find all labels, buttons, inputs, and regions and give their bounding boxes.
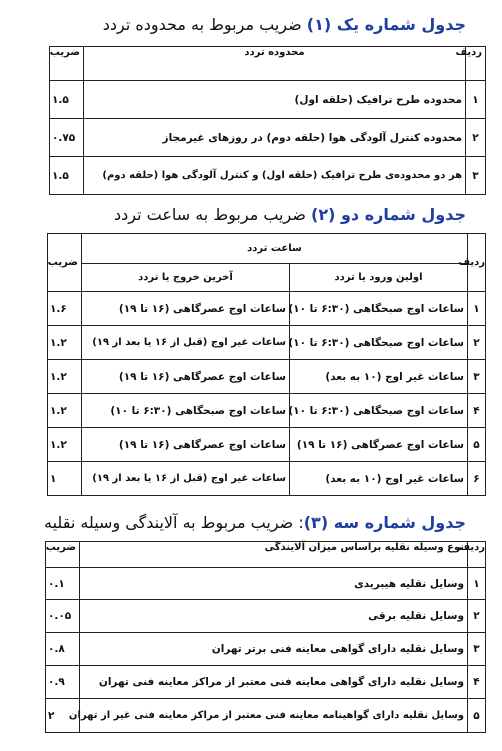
table2-row3-coef: ۱.۲ <box>47 360 81 394</box>
table2-row3-num: ۳ <box>468 360 486 394</box>
table2-header-coef: ضریب <box>47 234 81 292</box>
table2-row2-coef: ۱.۲ <box>47 326 81 360</box>
table2-row2-entry: ساعات اوج صبحگاهی (۶:۳۰ تا ۱۰) <box>290 326 468 360</box>
table1-row2-coef: ۰.۷۵ <box>50 119 84 157</box>
table3-row5-num: ۵ <box>468 699 486 733</box>
table2-row5-exit: ساعات اوج عصرگاهی (۱۶ تا ۱۹) <box>81 428 289 462</box>
table-row <box>46 633 486 666</box>
table1-title-rest: ضریب مربوط به محدوده تردد <box>102 15 307 34</box>
table2-row4-entry: ساعات اوج صبحگاهی (۶:۳۰ تا ۱۰) <box>290 394 468 428</box>
table2-row6-entry: ساعات غیر اوج (۱۰ به بعد) <box>290 462 468 496</box>
table1-header-row: ردیف <box>466 47 486 81</box>
table-row <box>50 157 486 195</box>
table-row <box>46 699 486 733</box>
table2-title-highlight: جدول شماره دو (۲) <box>311 205 466 224</box>
table2-header-row: ردیف <box>468 234 486 292</box>
table2-row3-exit: ساعات اوج عصرگاهی (۱۶ تا ۱۹) <box>81 360 289 394</box>
table3-row1-coef: ۰.۱ <box>46 568 80 600</box>
table2-row5-num: ۵ <box>468 428 486 462</box>
table2-row3-entry: ساعات غیر اوج (۱۰ به بعد) <box>290 360 468 394</box>
table3-row3-desc: وسایل نقلیه دارای گواهی معاینه فنی برتر تهران <box>80 633 468 666</box>
table-row <box>47 292 485 326</box>
table2 <box>47 233 486 496</box>
table3-header-coef: ضریب <box>46 542 80 568</box>
table2-row2-exit: ساعات غیر اوج (قبل از ۱۶ یا بعد از ۱۹) <box>81 326 289 360</box>
table1-row1-desc: محدوده طرح ترافیک (حلقه اول) <box>84 81 466 119</box>
table1-header-area: محدوده تردد <box>84 47 466 81</box>
table2-row4-coef: ۱.۲ <box>47 394 81 428</box>
table2-title-rest: ضریب مربوط به ساعت تردد <box>113 205 312 224</box>
table-row <box>50 81 486 119</box>
table3-row3-coef: ۰.۸ <box>46 633 80 666</box>
table2-row5-entry: ساعات اوج عصرگاهی (۱۶ تا ۱۹) <box>290 428 468 462</box>
table2-header-time: ساعت تردد <box>81 234 467 264</box>
table2-title <box>10 204 466 226</box>
table2-header-exit: آخرین خروج یا تردد <box>81 264 289 292</box>
table2-header-entry: اولین ورود یا تردد <box>290 264 468 292</box>
table-row <box>47 394 485 428</box>
table3-row2-num: ۲ <box>468 600 486 633</box>
table1-row3-coef: ۱.۵ <box>50 157 84 195</box>
table3-row4-coef: ۰.۹ <box>46 666 80 699</box>
table-row <box>46 666 486 699</box>
table-row <box>46 600 486 633</box>
table1-title <box>10 14 466 36</box>
table2-row1-coef: ۱.۶ <box>47 292 81 326</box>
table1-header-coef: ضریب <box>50 47 84 81</box>
table2-row6-coef: ۱ <box>47 462 81 496</box>
table-row <box>47 326 485 360</box>
table2-row5-coef: ۱.۲ <box>47 428 81 462</box>
table2-row1-entry: ساعات اوج صبحگاهی (۶:۳۰ تا ۱۰) <box>290 292 468 326</box>
table2-row4-num: ۴ <box>468 394 486 428</box>
table1-row1-coef: ۱.۵ <box>50 81 84 119</box>
table1-row3-num: ۳ <box>466 157 486 195</box>
table-row <box>47 360 485 394</box>
table2-row6-exit: ساعات غیر اوج (قبل از ۱۶ یا بعد از ۱۹) <box>81 462 289 496</box>
table3-title-rest: : ضریب مربوط به آلایندگی وسیله نقلیه <box>44 513 304 532</box>
table2-row4-exit: ساعات اوج صبحگاهی (۶:۳۰ تا ۱۰) <box>81 394 289 428</box>
table-row <box>47 462 485 496</box>
table3-row3-num: ۳ <box>468 633 486 666</box>
table3-header-type: نوع وسیله نقلیه براساس میزان آلایندگی <box>80 542 468 568</box>
table3-row2-coef: ۰.۰۵ <box>46 600 80 633</box>
table3-title <box>10 512 466 534</box>
table3-row1-num: ۱ <box>468 568 486 600</box>
table3-row4-desc: وسایل نقلیه دارای گواهی معاینه فنی معتبر از مراکز معاینه فنی تهران <box>80 666 468 699</box>
table3 <box>45 541 486 733</box>
table-row <box>47 428 485 462</box>
table3-row4-num: ۴ <box>468 666 486 699</box>
table2-row2-num: ۲ <box>468 326 486 360</box>
table2-row6-num: ۶ <box>468 462 486 496</box>
table3-row2-desc: وسایل نقلیه برقی <box>80 600 468 633</box>
table-row <box>46 568 486 600</box>
table-row <box>50 119 486 157</box>
table3-title-highlight: جدول شماره سه (۳) <box>303 513 466 532</box>
table1-row2-desc: محدوده کنترل آلودگی هوا (حلقه دوم) در روزهای غیرمجاز <box>84 119 466 157</box>
table2-row1-num: ۱ <box>468 292 486 326</box>
table3-row5-desc: وسایل نقلیه دارای گواهینامه معاینه فنی معتبر از مراکز معاینه فنی غیر از تهران <box>80 699 468 733</box>
table1-row1-num: ۱ <box>466 81 486 119</box>
table3-row1-desc: وسایل نقلیه هیبریدی <box>80 568 468 600</box>
table3-header-row: ردیف <box>468 542 486 568</box>
table1-title-highlight: جدول شماره یک (۱) <box>306 15 466 34</box>
table1 <box>49 46 486 195</box>
table3-row5-coef: ۲ <box>46 699 80 733</box>
table2-row1-exit: ساعات اوج عصرگاهی (۱۶ تا ۱۹) <box>81 292 289 326</box>
table1-row2-num: ۲ <box>466 119 486 157</box>
table1-row3-desc: هر دو محدوده‌ی طرح ترافیک (حلقه اول) و کنترل آلودگی هوا (حلقه دوم) <box>84 157 466 195</box>
